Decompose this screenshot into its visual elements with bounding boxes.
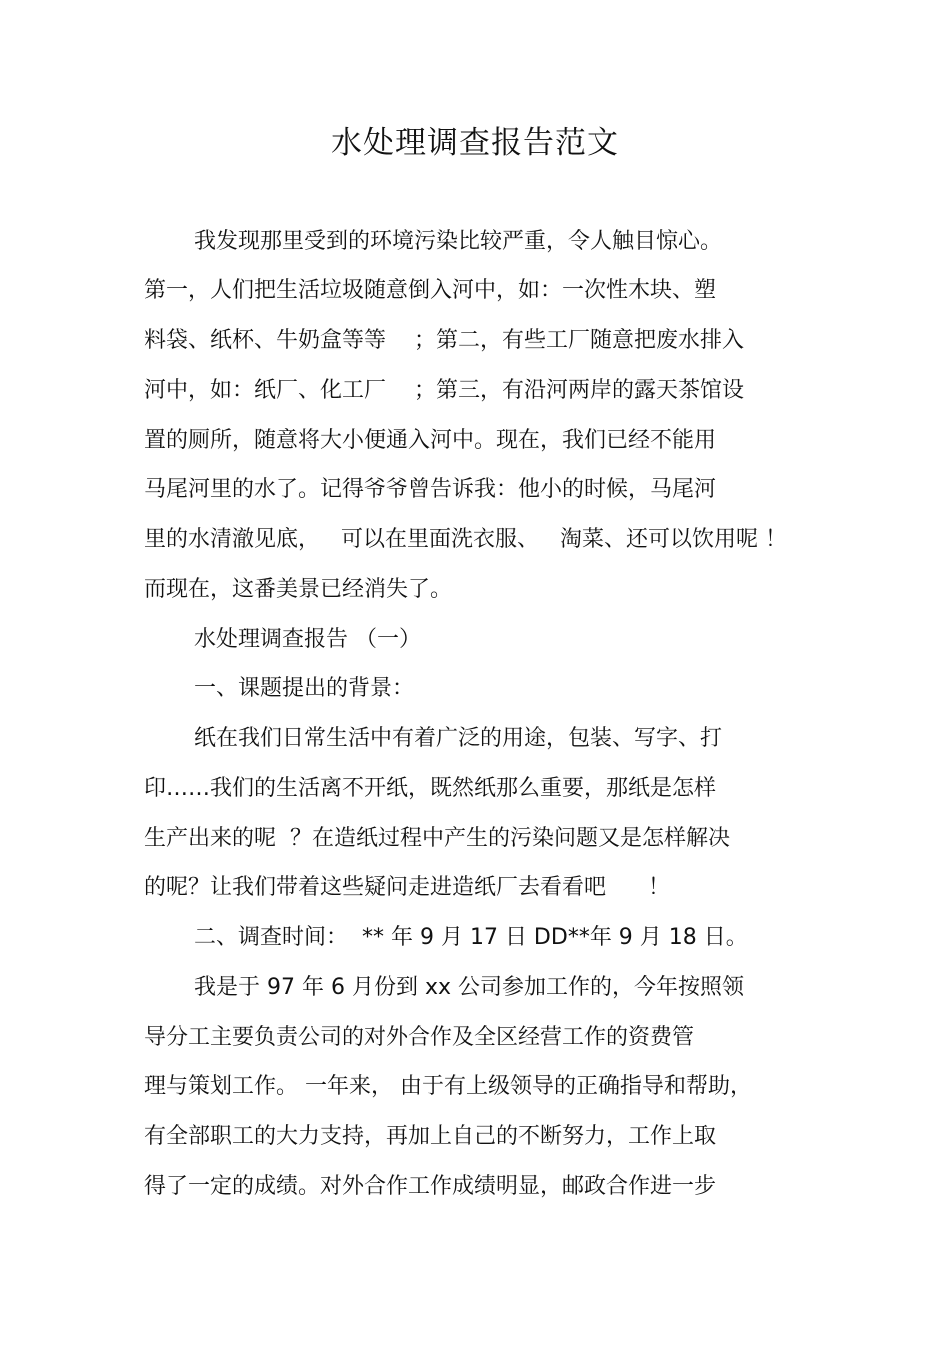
paragraph-line: 纸在我们日常生活中有着广泛的用途，包装、写字、打 — [194, 726, 723, 751]
paragraph-line: 生产出来的呢 ？在造纸过程中产生的污染问题又是怎样解决 — [144, 826, 730, 851]
paragraph-line: 有全部职工的大力支持，再加上自己的不断努力，工作上取 — [144, 1124, 717, 1149]
section-heading: 水处理调查报告 （一） — [194, 627, 421, 652]
paragraph-line: 我是于 97 年 6 月份到 xx 公司参加工作的，今年按照领 — [194, 975, 744, 1000]
paragraph-line: 河中，如：纸厂、化工厂 ；第三，有沿河两岸的露天茶馆设 — [144, 378, 744, 403]
section-heading: 二、调查时间： ** 年 9 月 17 日 DD**年 9 月 18 日。 — [194, 925, 748, 950]
paragraph-line: 的呢？让我们带着这些疑问走进造纸厂去看看吧 ！ — [144, 875, 670, 900]
paragraph-line: 得了一定的成绩。对外合作工作成绩明显，邮政合作进一步 — [144, 1174, 717, 1199]
section-heading: 一、课题提出的背景： — [194, 676, 415, 701]
paragraph-line: 印……我们的生活离不开纸，既然纸那么重要，那纸是怎样 — [144, 776, 717, 801]
paragraph-line: 马尾河里的水了。记得爷爷曾告诉我：他小的时候，马尾河 — [144, 477, 717, 502]
paragraph-line: 料袋、纸杯、牛奶盒等等 ；第二，有些工厂随意把废水排入 — [144, 328, 744, 353]
paragraph-line: 置的厕所，随意将大小便通入河中。现在，我们已经不能用 — [144, 428, 717, 453]
paragraph-line: 我发现那里受到的环境污染比较严重，令人触目惊心。 — [194, 229, 723, 254]
paragraph-line: 里的水清澈见底， 可以在里面洗衣服、 淘菜、还可以饮用呢 ！ — [144, 527, 787, 552]
document-title: 水处理调查报告范文 — [331, 125, 619, 161]
paragraph-line: 第一，人们把生活垃圾随意倒入河中，如：一次性木块、塑 — [144, 278, 717, 303]
paragraph-line: 理与策划工作。 一年来， 由于有上级领导的正确指导和帮助， — [144, 1074, 752, 1099]
paragraph-line: 导分工主要负责公司的对外合作及全区经营工作的资费管 — [144, 1025, 695, 1050]
paragraph-line: 而现在，这番美景已经消失了。 — [144, 577, 453, 602]
